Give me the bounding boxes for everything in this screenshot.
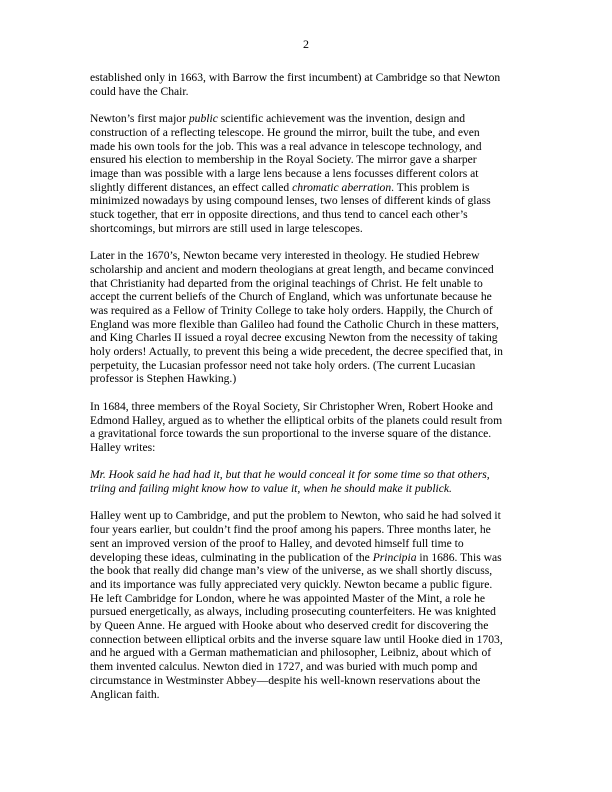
text-run: In 1684, three members of the Royal Society, Sir Christopher Wren, Robert Hooke and [90, 399, 493, 413]
paragraph [90, 71, 530, 98]
text-line [90, 633, 530, 647]
text-line [90, 249, 530, 263]
text-run: slightly different distances, an effect called [90, 180, 293, 194]
text-run: circumstance in Westminster Abbey—despite his well-known reservations about the [90, 673, 481, 687]
text-line [90, 304, 530, 318]
text-run: by Queen Anne. He argued with Hooke about who deserved credit for discovering the [90, 619, 489, 633]
text-line [90, 564, 530, 578]
page-number: 2 [303, 37, 309, 51]
text-run: professor is Stephen Hawking.) [90, 372, 237, 386]
text-line [90, 345, 530, 359]
text-run: Mr. Hook said he had had it, but that he would conceal it for some time so that others, [90, 468, 490, 482]
text-run: scholarship and ancient and modern theologians at great length, and became convinced [90, 262, 494, 276]
text-line [90, 153, 530, 167]
text-run: made his own tools for the job. This was a real advance in telescope technology, and [90, 139, 482, 153]
text-run: four years earlier, but couldn’t find the proof among his papers. Three months later, he [90, 523, 491, 537]
text-line [90, 208, 530, 222]
text-line [90, 523, 530, 537]
text-line [90, 194, 530, 208]
italic-text: Principia [372, 550, 417, 564]
text-line [90, 509, 530, 523]
text-run: accept the current beliefs of the Church of England, which was unfortunate because he [90, 290, 492, 304]
text-run: could have the Chair. [90, 84, 189, 98]
text-run: Anglican faith. [90, 687, 160, 701]
text-line [90, 605, 530, 619]
text-run: a gravitational force towards the sun proportional to the inverse square of the distance. [90, 427, 492, 441]
paragraph [90, 400, 530, 455]
text-run: established only in 1663, with Barrow the first incumbent) at Cambridge so that Newton [90, 71, 501, 84]
text-line [90, 468, 530, 482]
text-line [90, 263, 530, 277]
block-quote [90, 468, 530, 495]
text-line [90, 277, 530, 291]
text-run: was required as a Fellow of Trinity College to take holy orders. Happily, the Church of [90, 303, 493, 317]
text-line [90, 427, 530, 441]
text-line [90, 167, 530, 181]
text-line [90, 318, 530, 332]
text-line [90, 578, 530, 592]
text-line [90, 331, 530, 345]
text-line [90, 551, 530, 565]
text-run: the book that really did change man’s view of the universe, as we shall shortly discuss, [90, 564, 493, 578]
text-line [90, 537, 530, 551]
text-run: He left Cambridge for London, where he was appointed Master of the Mint, a role he [90, 591, 486, 605]
text-run: scientific achievement was the invention, design and [217, 112, 466, 126]
text-line [90, 126, 530, 140]
paragraph [90, 112, 530, 235]
text-line [90, 592, 530, 606]
text-line [90, 674, 530, 688]
text-run: and King Charles II issued a royal decree excusing Newton from the necessity of taking [90, 331, 498, 345]
text-run: Edmond Halley, argued as to whether the elliptical orbits of the planets could result from [90, 413, 503, 427]
text-line [90, 688, 530, 702]
text-line [90, 71, 530, 85]
text-run: England was more flexible than Galileo had found the Catholic Church in these matters, [90, 317, 499, 331]
text-run: minimized nowadays by using compound lenses, two lenses of different kinds of glass [90, 194, 491, 208]
text-line [90, 646, 530, 660]
text-run: stuck together, that err in opposite directions, and thus tend to cancel each other’s [90, 208, 468, 222]
text-run: Later in the 1670’s, Newton became very interested in theology. He studied Hebrew [90, 249, 480, 263]
text-run: image than was possible with a large lens because a lens focusses different colors at [90, 166, 479, 180]
text-line [90, 222, 530, 236]
italic-text: chromatic aberration [292, 180, 392, 194]
document-body [90, 71, 530, 715]
text-run: Halley writes: [90, 440, 156, 454]
text-run: and he argued with a German mathematician and philosopher, Leibniz, about which of [90, 646, 492, 660]
text-run: . This problem is [391, 180, 470, 194]
text-run: and its importance was fully appreciated very quickly. Newton became a public figure. [90, 577, 493, 591]
text-line [90, 400, 530, 414]
text-run: holy orders! Actually, to prevent this being a wide precedent, the decree specified that, in [90, 345, 503, 359]
text-line [90, 181, 530, 195]
text-line [90, 619, 530, 633]
text-run: construction of a reflecting telescope. He ground the mirror, built the tube, and even [90, 125, 480, 139]
text-run: Halley went up to Cambridge, and put the problem to Newton, who said he had solved it [90, 509, 501, 523]
text-line [90, 112, 530, 126]
text-run: triing and failing might know how to value it, when he should make it publick. [90, 482, 452, 496]
paragraph [90, 249, 530, 386]
text-line [90, 290, 530, 304]
text-line [90, 359, 530, 373]
text-line [90, 85, 530, 99]
text-run: Newton’s first major [90, 112, 189, 126]
text-line [90, 482, 530, 496]
text-run: sent an improved version of the proof to Halley, and devoted himself full time to [90, 536, 464, 550]
italic-text: public [188, 112, 218, 126]
text-line [90, 140, 530, 154]
text-line [90, 372, 530, 386]
text-run: shortcomings, but mirrors are still used in large telescopes. [90, 221, 363, 235]
text-run: developing these ideas, culminating in the publication of the [90, 550, 373, 564]
text-run: them invented calculus. Newton died in 1727, and was buried with much pomp and [90, 660, 478, 674]
text-line [90, 441, 530, 455]
text-run: ensured his election to membership in the Royal Society. The mirror gave a sharper [90, 153, 477, 167]
text-run: perpetuity, the Lucasian professor need not take holy orders. (The current Lucasian [90, 358, 476, 372]
text-run: that Christianity had departed from the original teachings of Christ. He felt unable to [90, 276, 483, 290]
text-line [90, 660, 530, 674]
text-run: pursued energetically, as always, including prosecuting counterfeiters. He was knighted [90, 605, 496, 619]
text-line [90, 414, 530, 428]
paragraph [90, 509, 530, 701]
text-run: in 1686. This was [416, 550, 502, 564]
text-run: connection between elliptical orbits and the inverse square law until Hooke died in 1703, [90, 632, 503, 646]
